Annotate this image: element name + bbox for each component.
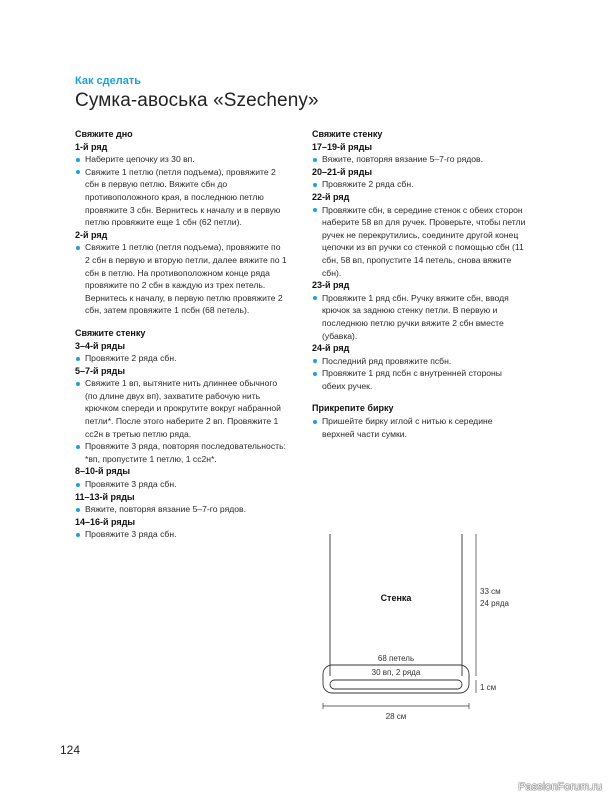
height-label: 33 см (480, 587, 501, 596)
row-heading: 11–13-й ряды (75, 491, 135, 502)
row-heading: 24-й ряд (312, 343, 350, 354)
page-number: 124 (60, 743, 81, 757)
list-item: Свяжите 1 вп, вытяните нить длиннее обычного (по длине двух вп), захватите рабочую нить крючком спереди и прокрутите вокруг набранной петли*. После этого наберите 2 вп. Провяжите 1 сс2н в третью петлю ряда. (75, 377, 287, 440)
section-label: Как сделать (75, 75, 141, 87)
section-heading-wall: Свяжите стенку (75, 327, 146, 338)
wall-label: Стенка (380, 593, 412, 603)
row-heading: 2-й ряд (75, 229, 108, 240)
row-heading: 17–19-й ряды (312, 141, 373, 152)
base-height-label: 1 см (480, 683, 497, 692)
list-item: Провяжите 1 ряд псбн с внутренней стороны обеих ручек. (312, 367, 526, 392)
list-item: Вяжите, повторяя вязание 5–7-го рядов. (312, 153, 526, 166)
list-item: Провяжите сбн, в середине стенок с обеих сторон наберите 58 вп для ручек. Проверьте, чтобы петли ручек не перекрутились, соедините другой конец цепочки из вп ручки со стенкой с помощью сбн (11 сбн, 58 вп, пропустите 14 петель, снова вяжите сбн). (312, 204, 526, 280)
base-chain-band (330, 680, 462, 689)
list-item: Провяжите 2 ряда сбн. (75, 352, 287, 365)
chain-label: 30 вп, 2 ряда (371, 668, 421, 677)
list-item: Провяжите 2 ряда сбн. (312, 178, 526, 191)
section-heading-tag: Прикрепите бирку (312, 403, 394, 414)
list-item: Наберите цепочку из 30 вп. (75, 153, 287, 166)
list-item: Провяжите 3 ряда сбн. (75, 528, 287, 541)
page-title: Сумка-авоська «Szecheny» (75, 90, 319, 111)
row-heading: 1-й ряд (75, 141, 108, 152)
width-label: 28 см (385, 712, 407, 721)
row-heading: 23-й ряд (312, 280, 350, 291)
list-item: Провяжите 3 ряда сбн. (75, 478, 287, 491)
section-heading-bottom: Свяжите дно (75, 129, 133, 139)
loops-label: 68 петель (377, 654, 415, 663)
row-heading: 14–16-й ряды (75, 516, 136, 527)
list-item: Свяжите 1 петлю (петля подъема), провяжите 2 сбн в первую петлю. Вяжите сбн до противоположного края, в последнюю петлю провяжите 3 сбн. Вернитесь к началу и в первую петлю провяжите еще 1 сбн (62 петли). (75, 166, 287, 229)
list-item: Вяжите, повторяя вязание 5–7-го рядов. (75, 503, 287, 516)
rows-label: 24 ряда (480, 599, 509, 608)
list-item: Провяжите 1 ряд сбн. Ручку вяжите сбн, вводя крючок за заднюю стенку петли. В первую и последнюю петлю ручки вяжите 2 сбн вместе (убавка). (312, 292, 526, 342)
watermark: PassionForum.ru (518, 781, 602, 793)
list-item: Последний ряд провяжите псбн. (312, 355, 526, 368)
list-item: Свяжите 1 петлю (петля подъема), провяжите по 2 сбн в первую и вторую петли, далее вяжите по 1 сбн в петлю. На противоположном конце ряда провяжите по 2 сбн в каждую из трех петель. Вернитесь к началу, в первую петлю провяжите 2 сбн, затем провяжите 1 псбн (68 петель). (75, 241, 287, 317)
row-heading: 8–10-й ряды (75, 466, 131, 477)
section-heading-wall-continued: Свяжите стенку (312, 129, 383, 139)
row-heading: 22-й ряд (312, 191, 350, 202)
row-heading: 5–7-й ряды (75, 365, 126, 376)
row-heading: 3–4-й ряды (75, 340, 126, 351)
list-item: Пришейте бирку иглой с нитью к середине верхней части сумки. (312, 415, 526, 440)
list-item: Провяжите 3 ряда, повторяя последовательность: *вп, пропустите 1 петлю, 1 сс2н*. (75, 440, 287, 465)
row-heading: 20–21-й ряды (312, 166, 373, 177)
